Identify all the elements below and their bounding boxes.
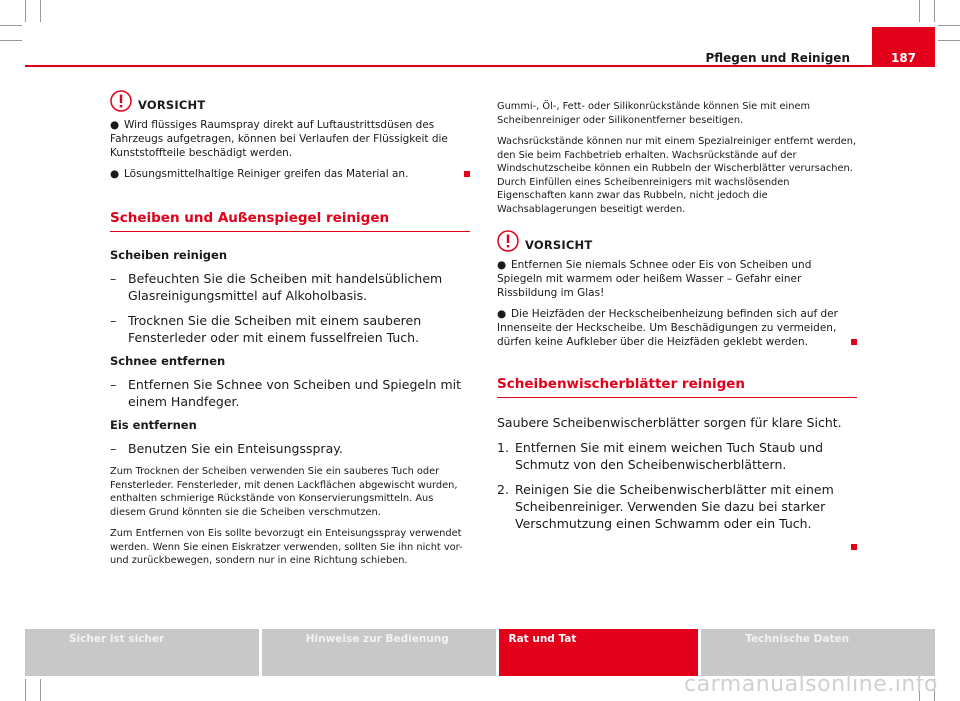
watermark: carmanualsonline.info [684,672,938,697]
right-column [497,100,857,550]
step: – Entfernen Sie Schnee von Scheiben und Spiegeln mit einem Handfeger. [110,377,462,409]
step: – Benutzen Sie ein Enteisungsspray. [110,441,343,456]
paragraph: Gummi-, Öl-, Fett- oder Silikonrückstände können Sie mit einem Scheibenreiniger oder Silikonentferner beseitigen. [497,101,811,126]
caution-box [110,90,470,181]
step: – Befeuchten Sie die Scheiben mit handelsüblichem Glasreinigungsmittel auf Alkoholbasis. [110,271,443,303]
intro-text: Saubere Scheibenwischerblätter sorgen für klare Sicht. [497,415,842,430]
caution-title: VORSICHT [525,238,593,252]
crop-mark [40,679,41,701]
chapter-tab-safety[interactable]: Sicher ist sicher [25,629,259,676]
subheading: Eis entfernen [110,418,197,432]
crop-mark [40,0,41,22]
chapter-tab-advice[interactable]: Rat und Tat [499,629,699,676]
page-number: 187 [890,51,917,65]
caution-title: VORSICHT [138,98,206,112]
subheading: Scheiben reinigen [110,248,228,262]
paragraph: Zum Trocknen der Scheiben verwenden Sie ein sauberes Tuch oder Fensterleder. Fensterleder, mit denen Lackflächen abgewischt wurden, enthalten schmierige Rückstände von Konservierungsmitteln. Aus diesem Grund könnten sie die Scheiben verschmutzen. [110,466,458,518]
header-title: Pflegen und Reinigen [705,51,850,65]
section-title: Scheibenwischerblätter reinigen [497,376,857,398]
numbered-step: 2. Reinigen Sie die Scheibenwischerblätter mit einem Scheibenreiniger. Verwenden Sie dazu bei starker Verschmutzung einen Schwamm oder ein Tuch. [497,482,834,531]
caution-bullet: ● Wird flüssiges Raumspray direkt auf Luftaustrittsdüsen des Fahrzeugs aufgetragen, können bei Verlaufen der Flüssigkeit die Kunststoffteile beschädigt werden. [110,119,448,159]
paragraph: Wachsrückstände können nur mit einem Spezialreiniger entfernt werden, den Sie beim Fachbetrieb erhalten. Wachsrückstände auf der Windschutzscheibe können ein Rubbeln der Wischerblätter verursachen. Durch Einfüllen eines Scheibenreinigers mit wachslösenden Eigenschaften kann zwar das Rubbeln, nicht jedoch die Wachsablagerungen beseitigt werden. [497,136,857,215]
caution-bullet: ● Die Heizfäden der Heckscheibenheizung befinden sich auf der Innenseite der Heckscheibe. Um Beschädigungen zu vermeiden, dürfen keine Aufkleber über die Heizfäden geklebt werden. [497,307,857,349]
chapter-navigation [25,629,935,676]
caution-header [110,90,470,112]
chapter-tab-technical-data[interactable]: Technische Daten [701,629,935,676]
paragraph: Zum Entfernen von Eis sollte bevorzugt ein Enteisungsspray verwendet werden. Wenn Sie einen Eiskratzer verwenden, sollten Sie ihn nicht vor- und zurückbewegen, sondern nur in eine Richtung schieben. [110,528,463,566]
crop-mark [25,679,26,701]
header-rule [25,65,935,67]
chapter-tab-operation[interactable]: Hinweise zur Bedienung [262,629,496,676]
end-of-section-icon [464,171,470,177]
warning-icon [110,90,132,112]
end-of-section-icon [851,339,857,345]
crop-mark [938,40,960,41]
crop-mark [25,0,26,22]
warning-icon [497,230,519,252]
numbered-step: 1. Entfernen Sie mit einem weichen Tuch Staub und Schmutz von den Scheibenwischerblättern. [497,440,824,472]
caution-box [497,230,857,349]
crop-mark [0,25,22,26]
end-of-section-icon [851,544,857,550]
crop-mark [919,0,920,22]
caution-bullet: ● Lösungsmittelhaltige Reiniger greifen das Material an. [110,167,470,181]
caution-header [497,230,857,252]
subheading: Schnee entfernen [110,354,226,368]
crop-mark [938,25,960,26]
crop-mark [0,40,22,41]
section-title: Scheiben und Außenspiegel reinigen [110,210,470,232]
step: – Trocknen Sie die Scheiben mit einem sauberen Fensterleder oder mit einem fusselfreien Tuch. [110,313,422,345]
caution-bullet: ● Entfernen Sie niemals Schnee oder Eis von Scheiben und Spiegeln mit warmem oder heißem Wasser – Gefahr einer Rissbildung im Glas! [497,259,812,299]
left-column [110,90,470,576]
crop-mark [934,0,935,22]
